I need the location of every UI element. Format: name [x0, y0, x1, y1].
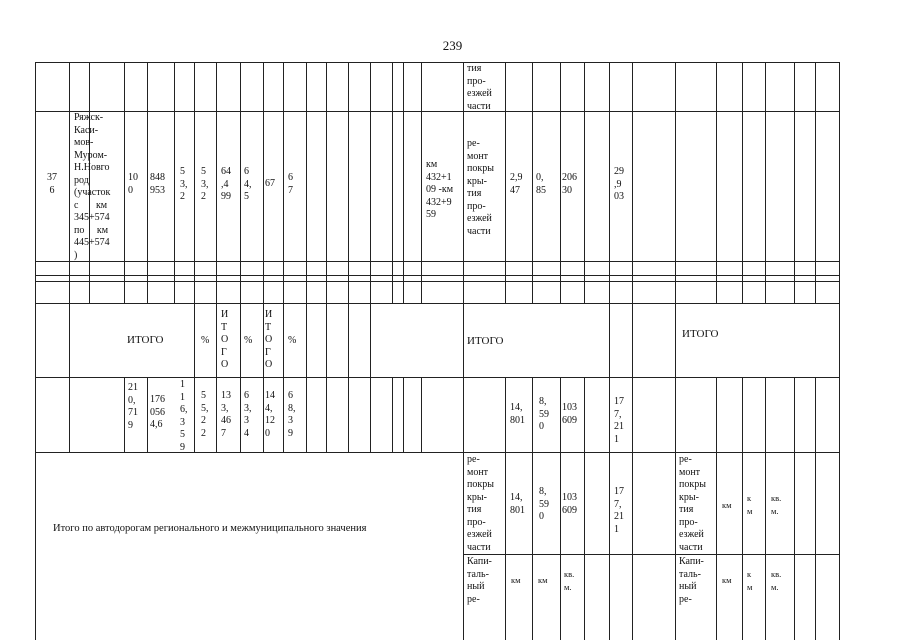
cell-value: 67	[265, 178, 275, 189]
itogo-value: 14 4, 12 0	[265, 390, 275, 439]
page-number: 239	[442, 38, 463, 53]
document-table	[35, 62, 840, 640]
work-type: ре- монт покры кры- тия про- езжей части	[679, 454, 706, 553]
unit-label: кв. м.	[771, 493, 782, 516]
itogo-value: 176 056 4,6	[150, 394, 165, 430]
percent-label: %	[288, 335, 297, 346]
itogo-value: 21 0, 71 9	[128, 382, 138, 431]
header-fragment-surface: тия про- езжей части	[467, 63, 492, 112]
total-value: 8, 59 0	[539, 486, 549, 522]
row-number: 37 6	[47, 172, 57, 196]
road-name: Ряжск- Каси- мов- Муром- Н.Новго род (участок с км 345+574 по км 445+574 )	[74, 112, 111, 261]
cell-value: 6 4, 5	[244, 166, 252, 202]
unit-label: кв. м.	[771, 569, 782, 592]
itogo-value: 14, 801	[510, 402, 525, 426]
itogo-value: 1 1 6, 3 5 9	[180, 379, 188, 453]
percent-label: %	[201, 335, 210, 346]
work-type: ре- монт покры кры- тия про- езжей части	[467, 454, 494, 553]
unit-label: к м	[747, 493, 753, 516]
itogo-label-left: ИТОГО	[127, 334, 164, 346]
cell-value: 206 30	[562, 172, 577, 196]
unit-label: км	[538, 575, 548, 585]
work-type: Капи- таль- ный ре-	[679, 556, 704, 605]
unit-label: кв. м.	[564, 569, 575, 592]
cell-value: 5 3, 2	[201, 166, 209, 202]
itogo-value: 5 5, 2 2	[201, 390, 209, 439]
itogo-value: 6 3, 3 4	[244, 390, 252, 439]
unit-label: км	[722, 575, 732, 585]
itogo-vertical: И Т О Г О	[265, 309, 273, 370]
total-label: Итого по автодорогам регионального и межмуниципального значения	[53, 523, 367, 534]
total-value: 14, 801	[510, 492, 525, 516]
itogo-value: 17 7, 21 1	[614, 396, 624, 445]
itogo-value: 13 3, 46 7	[221, 390, 231, 439]
cell-value: 0, 85	[536, 172, 546, 196]
itogo-label-mid: ИТОГО	[467, 335, 504, 347]
itogo-label-right: ИТОГО	[682, 328, 719, 340]
km-range: км 432+1 09 -км 432+9 59	[426, 159, 454, 220]
cell-value: 2,9 47	[510, 172, 523, 196]
work-type: ре- монт покры кры- тия про- езжей части	[467, 138, 494, 237]
itogo-value: 103 609	[562, 402, 577, 426]
cell-value: 6 7	[288, 172, 293, 196]
itogo-value: 8, 59 0	[539, 396, 549, 432]
percent-label: %	[244, 335, 253, 346]
itogo-vertical: И Т О Г О	[221, 309, 229, 370]
cell-value: 64 ,4 99	[221, 166, 231, 202]
unit-label: км	[722, 500, 732, 510]
total-value: 103 609	[562, 492, 577, 516]
cell-value: 29 ,9 03	[614, 166, 624, 202]
unit-label: км	[511, 575, 521, 585]
cell-value: 848 953	[150, 172, 165, 196]
cell-value: 10 0	[128, 172, 138, 196]
work-type: Капи- таль- ный ре-	[467, 556, 492, 605]
cell-value: 5 3, 2	[180, 166, 188, 202]
total-value: 17 7, 21 1	[614, 486, 624, 535]
unit-label: к м	[747, 569, 753, 592]
itogo-value: 6 8, 3 9	[288, 390, 296, 439]
